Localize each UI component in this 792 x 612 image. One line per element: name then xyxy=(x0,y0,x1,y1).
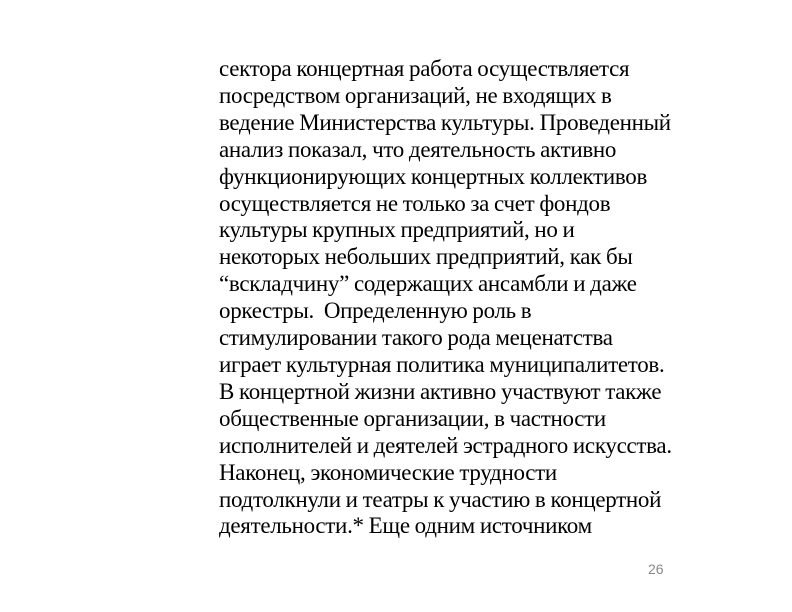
text-line: ведение Министерства культуры. Проведенный xyxy=(219,109,671,135)
text-line: функционирующих концертных коллективов xyxy=(219,163,648,189)
text-line: посредством организаций, не входящих в xyxy=(219,82,612,108)
text-line: подтолкнули и театры к участию в концертной xyxy=(219,486,662,512)
text-line: Наконец, экономические трудности xyxy=(219,459,557,485)
body-text xyxy=(219,56,689,540)
text-line: играет культурная политика муниципалитетов. xyxy=(219,351,665,377)
text-line: анализ показал, что деятельность активно xyxy=(219,136,617,162)
text-line: В концертной жизни активно участвуют также xyxy=(219,378,662,404)
page-number: 26 xyxy=(648,561,664,577)
text-line: культуры крупных предприятий, но и xyxy=(219,217,575,243)
text-line: деятельности.* Еще одним источником xyxy=(219,513,592,539)
text-line: оркестры. Определенную роль в xyxy=(219,298,532,324)
text-line: стимулировании такого рода меценатства xyxy=(219,325,613,351)
text-line: общественные организации, в частности xyxy=(219,405,606,431)
text-line: осуществляется не только за счет фондов xyxy=(219,190,611,216)
text-line: некоторых небольших предприятий, как бы xyxy=(219,244,633,270)
text-line: “вскладчину” содержащих ансамбли и даже xyxy=(219,271,637,297)
text-line: сектора концертная работа осуществляется xyxy=(219,56,630,81)
text-line: исполнителей и деятелей эстрадного искусства. xyxy=(219,432,672,458)
